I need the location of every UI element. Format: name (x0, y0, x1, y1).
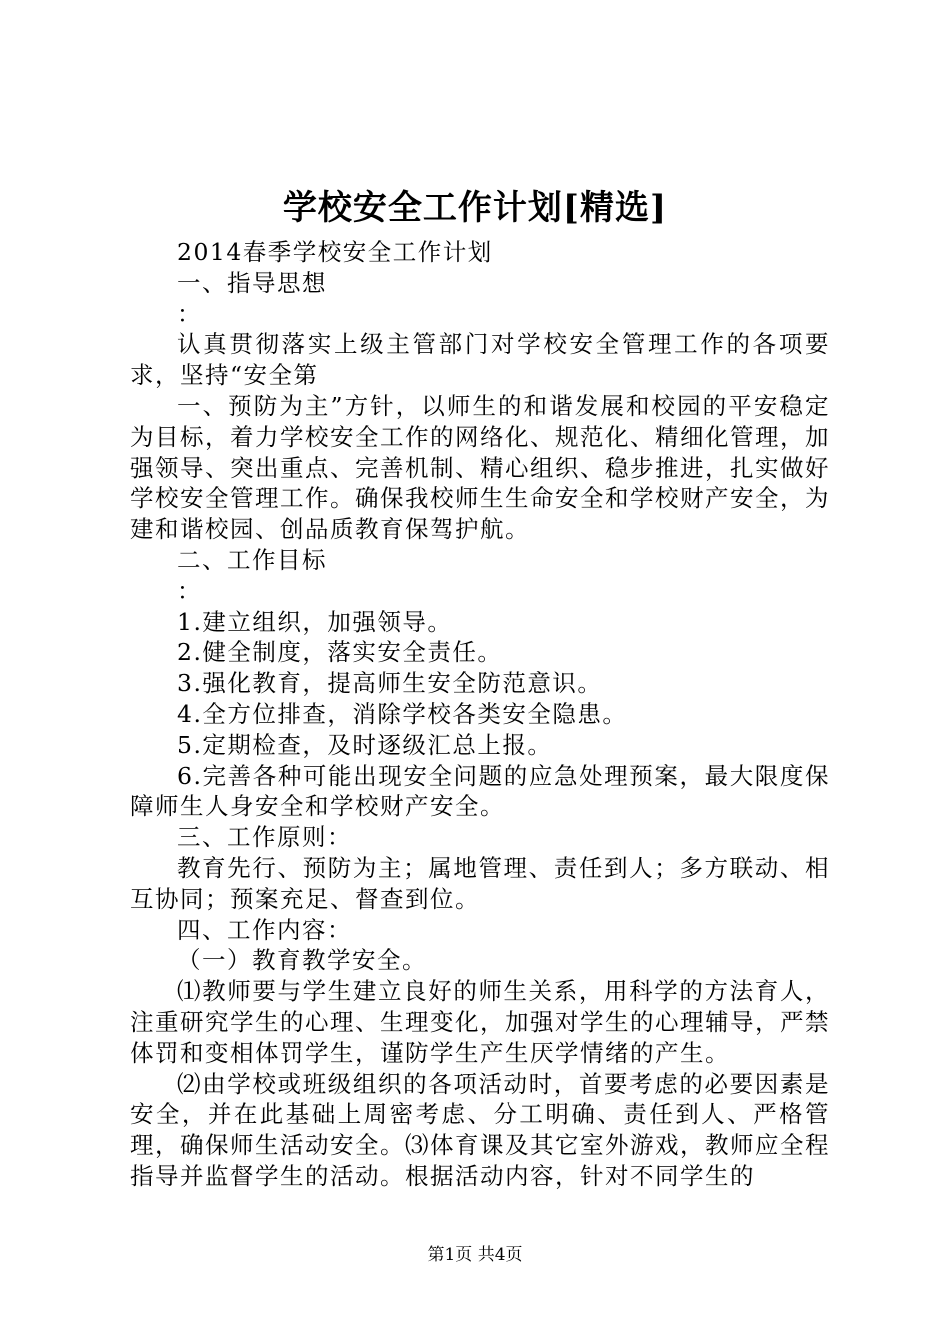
list-item: 4.全方位排查，消除学校各类安全隐患。 (177, 699, 628, 728)
list-item: 3.强化教育，提高师生安全防范意识。 (177, 669, 603, 698)
paragraph: 认真贯彻落实上级主管部门对学校安全管理工作的各项要求，坚持“安全第 (130, 330, 830, 390)
list-item: 2.健全制度，落实安全责任。 (177, 638, 503, 667)
paragraph: 2014春季学校安全工作计划 (177, 238, 493, 266)
paragraph: ⑴教师要与学生建立良好的师生关系，用科学的方法育人，注重研究学生的心理、生理变化，加强对学生的心理辅导，严禁体罚和变相体罚学生，谨防学生产生厌学情绪的产生。 (130, 977, 830, 1067)
section-heading: 二、工作目标 (177, 545, 327, 574)
paragraph: 一、预防为主”方针，以师生的和谐发展和校园的平安稳定为目标，着力学校安全工作的网络化、规范化、精细化管理，加强领导、突出重点、完善机制、精心组织、稳步推进，扎实做好学校安全管理工作。确保我校师生生命安全和学校财产安全，为建和谐校园、创品质教育保驾护航。 (130, 391, 830, 544)
section-heading: 三、工作原则： (177, 823, 352, 852)
paragraph: ： (177, 576, 202, 605)
document-body (130, 237, 830, 1192)
paragraph: 教育先行、预防为主；属地管理、责任到人；多方联动、相互协同；预案充足、督查到位。 (130, 853, 830, 913)
paragraph: ⑵由学校或班级组织的各项活动时，首要考虑的必要因素是安全，并在此基础上周密考虑、分工明确、责任到人、严格管理，确保师生活动安全。⑶体育课及其它室外游戏，教师应全程指导并监督学生的活动。根据活动内容，针对不同学生的 (130, 1069, 830, 1190)
subsection-heading: （一）教育教学安全。 (177, 946, 427, 975)
list-item: 5.定期检查，及时逐级汇总上报。 (177, 730, 553, 759)
section-heading: 四、工作内容： (177, 915, 352, 944)
list-item: 6.完善各种可能出现安全问题的应急处理预案，最大限度保障师生人身安全和学校财产安全。 (130, 761, 830, 821)
section-heading: 一、指导思想 (177, 268, 327, 297)
list-item: 1.建立组织，加强领导。 (177, 607, 453, 636)
document-title: 学校安全工作计划[精选] (282, 188, 668, 228)
page-number: 第1页 共4页 (427, 1245, 523, 1265)
paragraph: ： (177, 299, 202, 328)
